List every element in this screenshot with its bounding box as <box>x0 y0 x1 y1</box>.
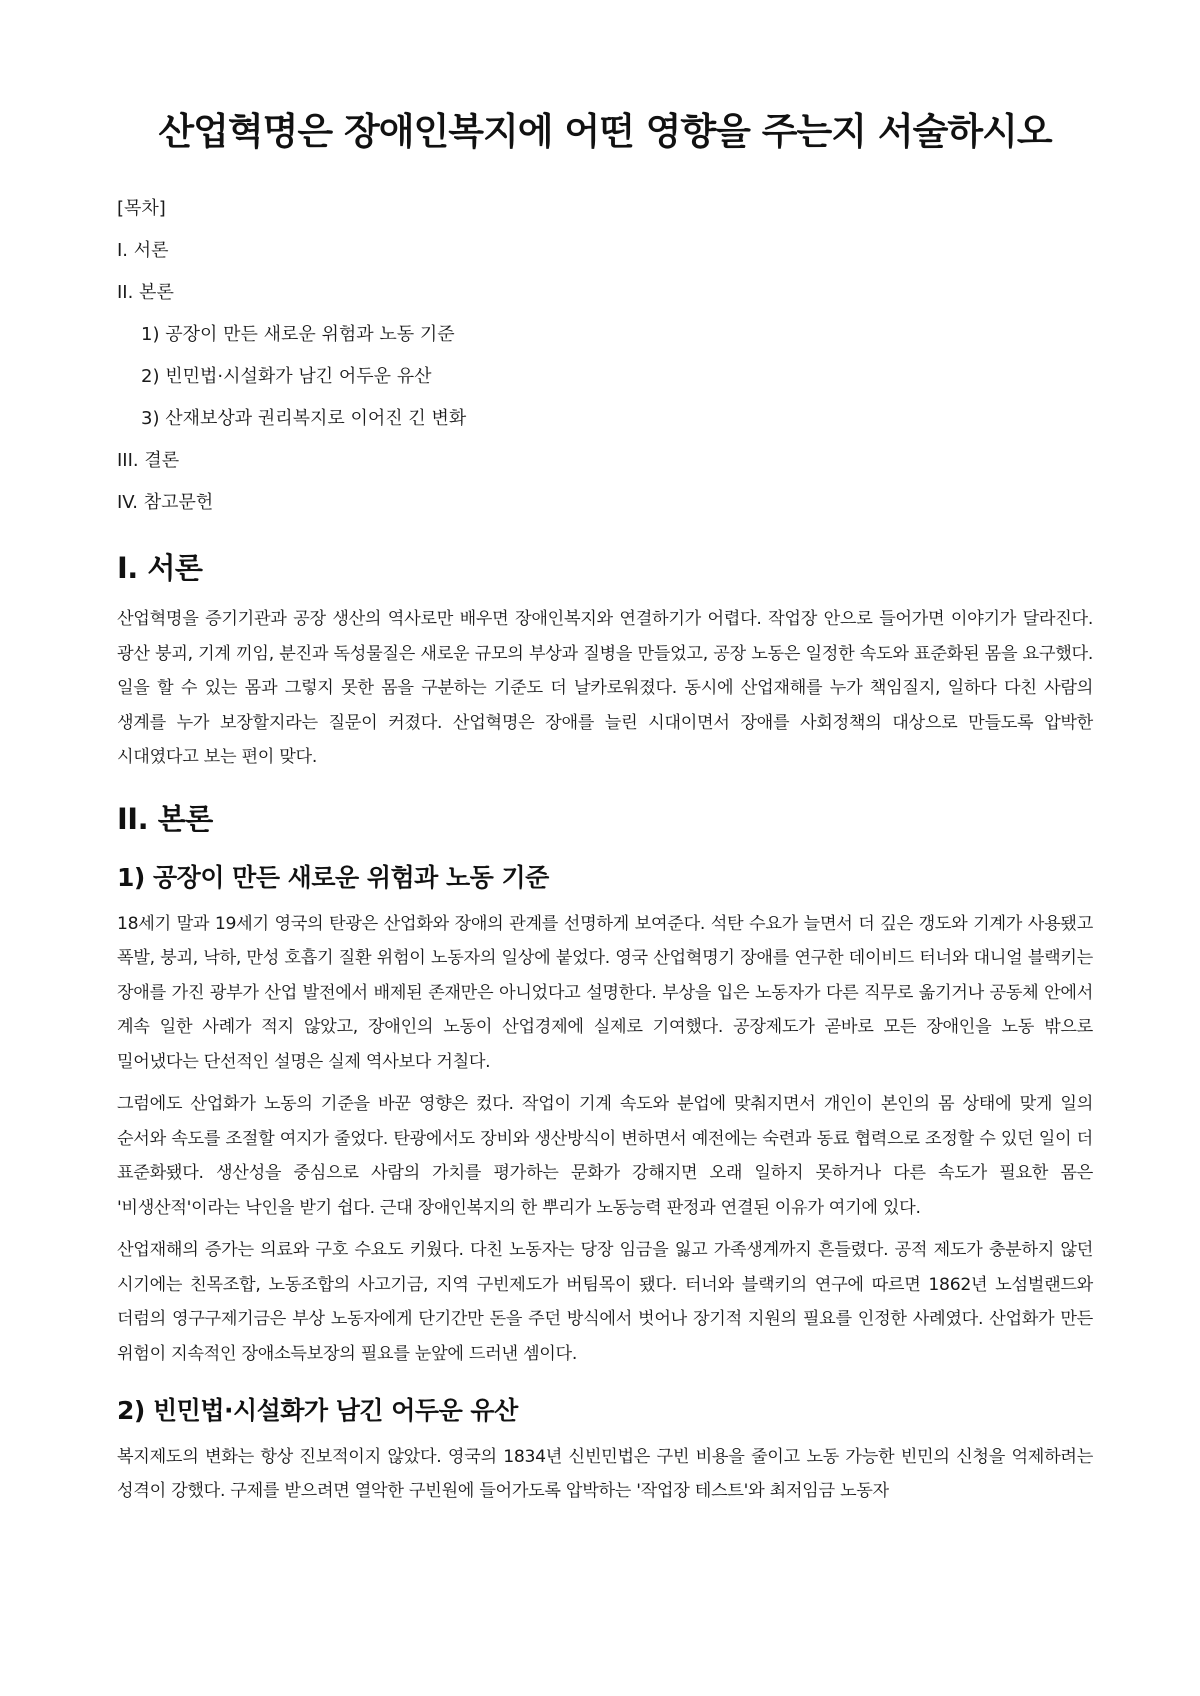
paragraph: 산업재해의 증가는 의료와 구호 수요도 키웠다. 다친 노동자는 당장 임금을 잃고 가족생계까지 흔들렸다. 공적 제도가 충분하지 않던 시기에는 친목조합, 노동조합의 사고기금, 지역 구빈제도가 버팀목이 됐다. 터너와 블랙키의 연구에 따르면 1862년 노섬벌랜드와 더럼의 영구구제기금은 부상 노동자에게 단기간만 돈을 주던 방식에서 벗어나 장기적 지원의 필요를 인정한 사례였다. 산업화가 만든 위험이 지속적인 장애소득보장의 필요를 눈앞에 드러낸 셈이다. <box>117 1240 1093 1364</box>
body-section <box>117 801 1093 839</box>
paragraph: 그럼에도 산업화가 노동의 기준을 바꾼 영향은 컸다. 작업이 기계 속도와 분업에 맞춰지면서 개인이 본인의 몸 상태에 맞게 일의 순서와 속도를 조절할 여지가 줄었다. 탄광에서도 장비와 생산방식이 변하면서 예전에는 숙련과 동료 협력으로 조정할 수 있던 일이 더 표준화됐다. 생산성을 중심으로 사람의 가치를 평가하는 문화가 강해지면 오래 일하지 못하거나 다른 속도가 필요한 몸은 '비생산적'이라는 낙인을 받기 쉽다. 근대 장애인복지의 한 뿌리가 노동능력 판정과 연결된 이유가 여기에 있다. <box>117 1094 1093 1218</box>
toc-item: 2) 빈민법·시설화가 남긴 어두운 유산 <box>141 366 432 388</box>
toc-item: I. 서론 <box>117 240 169 262</box>
paragraph: 산업혁명을 증기기관과 공장 생산의 역사로만 배우면 장애인복지와 연결하기가 어렵다. 작업장 안으로 들어가면 이야기가 달라진다. 광산 붕괴, 기계 끼임, 분진과 독성물질은 새로운 규모의 부상과 질병을 만들었고, 공장 노동은 일정한 속도와 표준화된 몸을 요구했다. 일을 할 수 있는 몸과 그렇지 못한 몸을 구분하는 기준도 더 날카로워졌다. 동시에 산업재해를 누가 책임질지, 일하다 다친 사람의 생계를 누가 보장할지라는 질문이 커졌다. 산업혁명은 장애를 늘린 시대이면서 장애를 사회정책의 대상으로 만들도록 압박한 시대였다고 보는 편이 맞다. <box>117 609 1093 768</box>
paragraph: 18세기 말과 19세기 영국의 탄광은 산업화와 장애의 관계를 선명하게 보여준다. 석탄 수요가 늘면서 더 깊은 갱도와 기계가 사용됐고 폭발, 붕괴, 낙하, 만성 호흡기 질환 위험이 노동자의 일상에 붙었다. 영국 산업혁명기 장애를 연구한 데이비드 터너와 대니얼 블랙키는 장애를 가진 광부가 산업 발전에서 배제된 존재만은 아니었다고 설명한다. 부상을 입은 노동자가 다른 직무로 옮기거나 공동체 안에서 계속 일한 사례가 적지 않았고, 장애인의 노동이 산업경제에 실제로 기여했다. 공장제도가 곧바로 모든 장애인을 노동 밖으로 밀어냈다는 단선적인 설명은 실제 역사보다 거칠다. <box>117 913 1093 1072</box>
table-of-contents <box>117 188 1093 524</box>
subsection-2 <box>117 1395 1093 1509</box>
toc-item: II. 본론 <box>117 282 174 304</box>
toc-item: III. 결론 <box>117 450 180 472</box>
document-title: 산업혁명은 장애인복지에 어떤 영향을 주는지 서술하시오 <box>158 110 1052 153</box>
paragraph: 복지제도의 변화는 항상 진보적이지 않았다. 영국의 1834년 신빈민법은 구빈 비용을 줄이고 노동 가능한 빈민의 신청을 억제하려는 성격이 강했다. 구제를 받으려면 열악한 구빈원에 들어가도록 압박하는 '작업장 테스트'와 최저임금 노동자 <box>117 1446 1093 1502</box>
toc-heading: [목차] <box>117 198 166 220</box>
toc-item: 1) 공장이 만든 새로운 위험과 노동 기준 <box>141 324 455 346</box>
section-heading: II. 본론 <box>117 801 213 836</box>
intro-section <box>117 550 1093 774</box>
section-heading: I. 서론 <box>117 551 203 586</box>
subsection-heading: 2) 빈민법·시설화가 남긴 어두운 유산 <box>117 1396 518 1426</box>
toc-item: 3) 산재보상과 권리복지로 이어진 긴 변화 <box>141 408 467 430</box>
subsection-heading: 1) 공장이 만든 새로운 위험과 노동 기준 <box>117 863 549 893</box>
toc-item: IV. 참고문헌 <box>117 492 214 514</box>
subsection-1 <box>117 862 1093 1371</box>
